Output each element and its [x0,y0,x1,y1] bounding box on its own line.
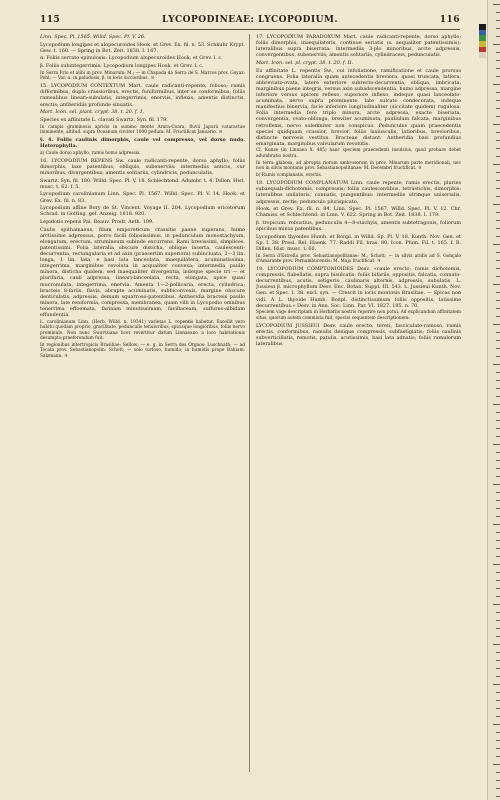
left-paragraph: Lycopodium carolinianum Linn. Spec. Pl. 1567. Willd. Spec. Pl. V. 14. Hook. et Grev. Ex. fil. n. 83. [40,191,245,204]
ruler-tick [496,308,500,309]
ruler-tick [496,172,500,173]
ruler-tick [493,764,500,765]
ruler-tick [496,332,500,333]
left-paragraph: 15. LYCOPODIUM CONTEXTUM Mart. caule radicanti-repente, folioso; ramis difformibus, duplo crassioribus, erectis, funiformibus, inter se conformibus; foliis ramealibus lineari-subulatis, integerrimis, enerviis, inflexis; amentis distinctis, erectis; antheridiis profunde sinuatis. [40,83,245,108]
ruler-tick [496,692,500,693]
ruler-tick [496,700,500,701]
left-paragraph: In regionibus intertropicis Brasiliae: Sellow; — e. g. in Serra dos Orgaos: Luschnath; — ad Tocaia prov. Sebastianopolin: Schott; — solo turfoso, humido; in humidis prope Bahiam: Salzmann. ♃ [40,342,245,359]
left-paragraph: β. Foliis subintegerrimis: Lycopodium longipes Hook. et Grev. l. c. [40,63,204,70]
ruler-tick [493,444,500,445]
left-paragraph: α. Foliis serrato-spinulosis: Lycopodium alopecuroides Hook. et Grev. l. c. [40,55,223,62]
ruler-tick [496,620,500,621]
ruler-tick [496,220,500,221]
ruler-tick [496,268,500,269]
ruler-tick [496,572,500,573]
ruler-tick [496,596,500,597]
ruler-tick [496,516,500,517]
ruler-tick [496,788,500,789]
left-paragraph: Mart. Icon. sel. plant. crypt. 38. t. 20. f. 1. [40,109,145,116]
ruler-tick [496,436,500,437]
ruler-tick [496,12,500,13]
ruler-tick [496,732,500,733]
left-paragraph: 16. LYCOPODIUM REPENS Sw. caule radicanti-repente, dorso aphyllo; foliis dimorphis, laxe patentibus, obliquis, subenerviis: intermediis anticis, cur minoribus, divergentibus; amentis solitariis, cylindricis, pedunculatis. [40,157,245,176]
left-paragraph: Lepidotis repens Pal. Beauv. Prodr. Aeth. 109. [40,219,154,225]
ruler-tick [496,780,500,781]
ruler-tick [496,396,500,397]
left-page-number: 115 [40,15,61,25]
ruler-tick [496,20,500,21]
right-paragraph: Mart. Icon. sel. pl. crypt. 38. t. 20. f. II. [256,59,354,66]
left-paragraph: In Serra Frio et alibi in prov. Minarum: M.; — in Chapada da Serra de S. Marcos prov. Goyaz: Pohl; — Var. α. in paludosis, β. in locis siccioribus. ♃ [40,70,245,82]
header-rule [40,29,460,30]
ruler-tick [496,188,500,189]
ruler-tick [496,148,500,149]
ruler-tick [496,380,500,381]
ruler-tick [496,52,500,53]
ruler-tick [496,756,500,757]
ruler-tick [496,588,500,589]
right-paragraph: Hook. et Grev. Ex. fil. n. 84. Linn. Spec. Pl. 1567. Willd. Spec. Pl. V. 12. Chr. Chamiss. et Schlechtend. in Linn. V. 622. Spring in Bot. Zeit. 1838. I. 179. [256,206,461,219]
right-page-number: 116 [439,15,460,25]
ruler-tick [496,260,500,261]
ruler-tick [493,324,500,325]
ruler-tick [496,772,500,773]
ruler-tick [496,292,500,293]
ruler-tick [493,284,500,285]
ruler-tick [496,388,500,389]
left-paragraph: Swartz. Syn. fil. 180. Willd. Spec. Pl. V. 18. Schlechtend. Adumbr. t. 4. Dillen. Hist. musc. t. 62. f. 5. [40,177,245,190]
ruler-tick [493,164,500,165]
ruler-tick [496,100,500,101]
ruler-tick [496,532,500,533]
ruler-tick [496,428,500,429]
ruler-tick [493,524,500,525]
ruler-tick [496,196,500,197]
left-column [40,34,245,361]
right-paragraph: LYCOPODIUM JUSSIEUI Desv. caule erecto, tereti, fasciculato-ramoso, ramis erectis, conformibus, ramulis denique compressis, subfastigiatis; foliis caulinis subverticillatis, remotis, patulis, acutissimis, basi lata adnatis; foliis ramulorum lateralibus [256,322,461,348]
ruler-tick [493,124,500,125]
ruler-tick [493,244,500,245]
ruler-tick [496,580,500,581]
right-paragraph: b) Ramis complanatis, erectis. [256,173,323,179]
running-header [40,12,460,28]
ruler-tick [493,44,500,45]
ruler-tick [493,364,500,365]
left-paragraph: a) Caule dorso aphyllo, ramis homo adpressis. [40,150,141,156]
ruler-tick [496,668,500,669]
right-paragraph: 19. LYCOPODIUM COMPTONIOIDES Desv. «caule erecto; ramis dichotomis, compressis, flabellatis, supra bisulcatis; foliis bifariis, oppositis, falcatis, connato-decurrentibus, acutis, setigeris: caulinaris alternis, adpressis, subulatis. L. Jussieui β. microphyllum Desv. Enc. Botan. Suppl. III. 543. L. Jussieui Kunth. Nov. Gen. et Spec. I. 38. excl. syn. — Crescit in locis montosis Brasiliae. — Spicas non vidi. A L. thyoide Humb. Bonpl. distinctissimum foliis oppositis, latissime decurrentibus.» Desv. in Ann. Soc. Linn. Par. VI. 1827. 185. n. 70. [256,266,461,309]
ruler-tick [493,604,500,605]
ruler-tick [496,156,500,157]
ruler-tick [496,540,500,541]
ruler-tick [496,108,500,109]
ruler-tick [496,708,500,709]
column-divider [249,34,250,772]
ruler-tick [496,316,500,317]
ruler-tick [496,372,500,373]
ruler-tick [496,68,500,69]
ruler-tick [496,548,500,549]
right-paragraph: β. tropicum: robustius, pedunculis 4—8-stachyis, amentis subtetragonis, foliorum apicibus minus patentibus. [256,220,461,233]
left-paragraph: Linn. Spec. Pl. 1565. Willd. Spec. Pl. V. 26. [40,34,146,40]
ruler-tick [496,92,500,93]
ruler-tick [496,76,500,77]
ruler-tick [493,404,500,405]
ruler-tick [496,28,500,29]
left-paragraph: Species ex affinitate L. clavati Swartz. Syn. fil. 179. [40,116,168,123]
ruler-tick [496,228,500,229]
right-paragraph: Lycopodium thyoides Humb. et Bonpl. in Willd. Sp. Pl. V. 18. Kunth. Nov. Gen. et Sp. I. 38. Presl. Rel. Haenk. 77. Raddi Fil. bras. 80. Icon. Plum. Fil. t. 165. f. B. Dillen. Hist. musc. t. 60. [256,233,461,252]
ruler-tick [496,340,500,341]
ruler-tick [496,796,500,797]
scale-ruler [487,0,500,800]
left-paragraph: In campis graminosis apricis in summo monte Arara-Coara, fluvii Japurá cataractae imminente, altitud. supra Oceanum circiter 1000 pedum: M. Fructificat Januario. ♃ [40,124,245,135]
ruler-tick [496,116,500,117]
color-calibration-bar [479,24,486,58]
ruler-tick [496,508,500,509]
ruler-tick [496,460,500,461]
ruler-tick [496,60,500,61]
ruler-tick [496,348,500,349]
ruler-tick [496,356,500,357]
right-paragraph: Ex affinitate L. repentis Sw., cui infoliatione, ramificatione et caule prorsus congruens. Folia lateralia quam antecedentis breviora, quasi truncata, latiora, abbreviato-ovata, latere exteriore subrecto-decurrentia, obliqua, imbricata, marginibus paene integris, versus axin subadscendentia, humo adpressa, margine inferiore versus apicem reflexo, superiore inflexo, indeque quasi lanceolato-acuminata, nervo supra prominente, late sulcato condecorata, indeque manifestius binervia, facie inferiore longitudinaliter (siccitate quidem) rugulosa. Folia intermedia fere triplo minora, arcte adpressa, exacte biseriata, convergentia, ovato-oblonga, breviter acuminata, pauliulum falcata, marginibus retroflexis, nervo solemniter non conspicuo. Pedunculus quam praecedentis speciei quidquam crassior, brevior, foliis laxiusculis, latioribus, brevioribus, distincte nervosis vestitus. Bracteae distant. Antheridia basi profundius emarginata, marginibus valvularum revolutis. [256,67,461,147]
ruler-tick [496,420,500,421]
ruler-tick [493,564,500,565]
right-paragraph: 17. LYCOPODIUM PARADOXUM Mart. caule radicanti-repente, dorso aphyllo; foliis dimorphis, inaequilateris, continue seriatis (s. aequaliter patentissimis): lateralibus supra biserrata: intermediis 3-plo minoribus, arcte adpressis, convergentibus, subenerviis; amentis solitariis, cylindraceis, pedunculatis. [256,34,461,59]
ruler-tick [496,212,500,213]
ruler-tick [496,652,500,653]
ruler-tick [496,636,500,637]
ruler-tick [496,180,500,181]
ruler-tick [496,252,500,253]
left-paragraph: Caulis spithamaeus, filum emporeticum crassitie paene superans, humo arctissime adpressus, porro facili foliosissimus, in pedunculum monostachyum, elongatum, erectum, strumineum subinde excurrens. Rami brevissimi, simplices, patentissimi. Folia lateralia obscure disticha, oblique inserta, caulescenti-decurrentia, rectangularia et ad axin (praesertim superiora) subincluata, 2—3 lin. longa, 1 lin. lata, e basi lata lanceolata, inaequilatera, acuminatissima, integerrima, marginibus revoluta in acqualiter convexa; intermedia paullo minora, disticha quidem, sed inaequaliter divergentia, indeque specie tri — et plurifaria, cauli adpressa, lineari-lanceolata, recta, elongata, apice quasi mucronulata, integerrima, enervia. Amenta 1—2-pollicaria, erecta, cylindrica; bracteis 8-fariis, flavis, abrupte acuminatis, subbiconvexis, margine obscure denticulatis, adpressis, demum squarroso-patentibus. Antheridia bracteis paullo minora, late reniformia, compressa, membranea, quam villi in Lycopodio omnibus tenerrima effoemata, farinam minutissimam, favillaceam, sulfureo-albidam effundentia. [40,226,245,318]
ruler-tick [493,84,500,85]
right-paragraph: Cl. Kunze (in Linnaea X. 485) hanc speciem praecedenti insulsius, quod probare debet adumbratio nostra. [256,148,461,159]
ruler-tick [493,684,500,685]
ruler-tick [496,500,500,501]
ruler-tick [496,660,500,661]
ruler-tick [496,236,500,237]
ruler-tick [496,452,500,453]
right-paragraph: Speciem vage descriptam in Herbariis nostris reperire non potui. Ad explicandum affinitatem situs, quorum autem commixta fuit, speciei sequentem descriptionem: [256,310,461,321]
running-title: LYCOPODINEAE: LYCOPODIUM. [161,15,339,25]
right-column [256,34,461,349]
ruler-tick [496,556,500,557]
left-paragraph: Lycopodium affine Bory de St. Vincent. Voyage II. 204. Lycopodium ericetorum Schrad. in Gotting. gel. Anzeig. 1818. 920. [40,205,245,218]
right-paragraph: In terra glabosa, ad abrupta riorum umbrosorum in prov. Minarum parte meridionali, nec non in silvis montanis prov. Sebastianopolitanae: M. Decembri fructificat. ♃ [256,160,461,172]
ruler-tick [496,748,500,749]
ruler-tick [496,412,500,413]
ruler-tick [496,612,500,613]
ruler-tick [493,4,500,5]
right-paragraph: In Serra d'Estrella prov. Sebastianopolitanae: M., Schott; — in silvis aridis ad S. Gonçalo d'Amarante prov. Pernambucensis: M. Majo fructificat. ♃ [256,253,461,265]
left-paragraph: §. 4. Foliis caulinis dimorphis, caule vel compresso, vel dorso nudo. Heterophylla. [40,137,245,150]
ruler-tick [496,628,500,629]
ruler-tick [493,204,500,205]
right-paragraph: 18. LYCOPODIUM COMPLANATUM Linn. caule repente, ramis erectis, pluries subaequali-dichotomis, compressis; foliis caulescentibus, tetrastichis, dimorphis: lateralibus unilateris, connatis, pungentibus: intermediis utrinque uniserialis, adpressis, rectis; pedunculo plurispicato. [256,180,461,205]
left-paragraph: Lycopodium longipes et alopecuroides Hook. et Grev. Ex. fil. n. 53. Schkuhr Krypt. Gew. t. 160. — Spring in Bot. Zeit. 1838. I. 167. [40,41,245,54]
ruler-tick [493,644,500,645]
left-paragraph: L. carolinianum Linn. (Herb. Willd. n. 19341) varietas L. repentis habetur. Excellit vero habitu quodam proprio, gracilitate, pedunculis tenuioribus, spicisque longioribus, foliis nervo prominulo. Non nunc Swartziana licet revertitur datum Linnaeano a loco habitationis desumpto praeferendum fuit. [40,319,245,341]
ruler-tick [496,476,500,477]
ruler-tick [496,716,500,717]
ruler-tick [493,484,500,485]
ruler-tick [496,300,500,301]
ruler-tick [493,724,500,725]
ruler-tick [496,140,500,141]
ruler-tick [496,276,500,277]
ruler-tick [496,676,500,677]
ruler-tick [496,492,500,493]
ruler-tick [496,468,500,469]
ruler-tick [496,132,500,133]
ruler-tick [496,36,500,37]
ruler-tick [496,740,500,741]
